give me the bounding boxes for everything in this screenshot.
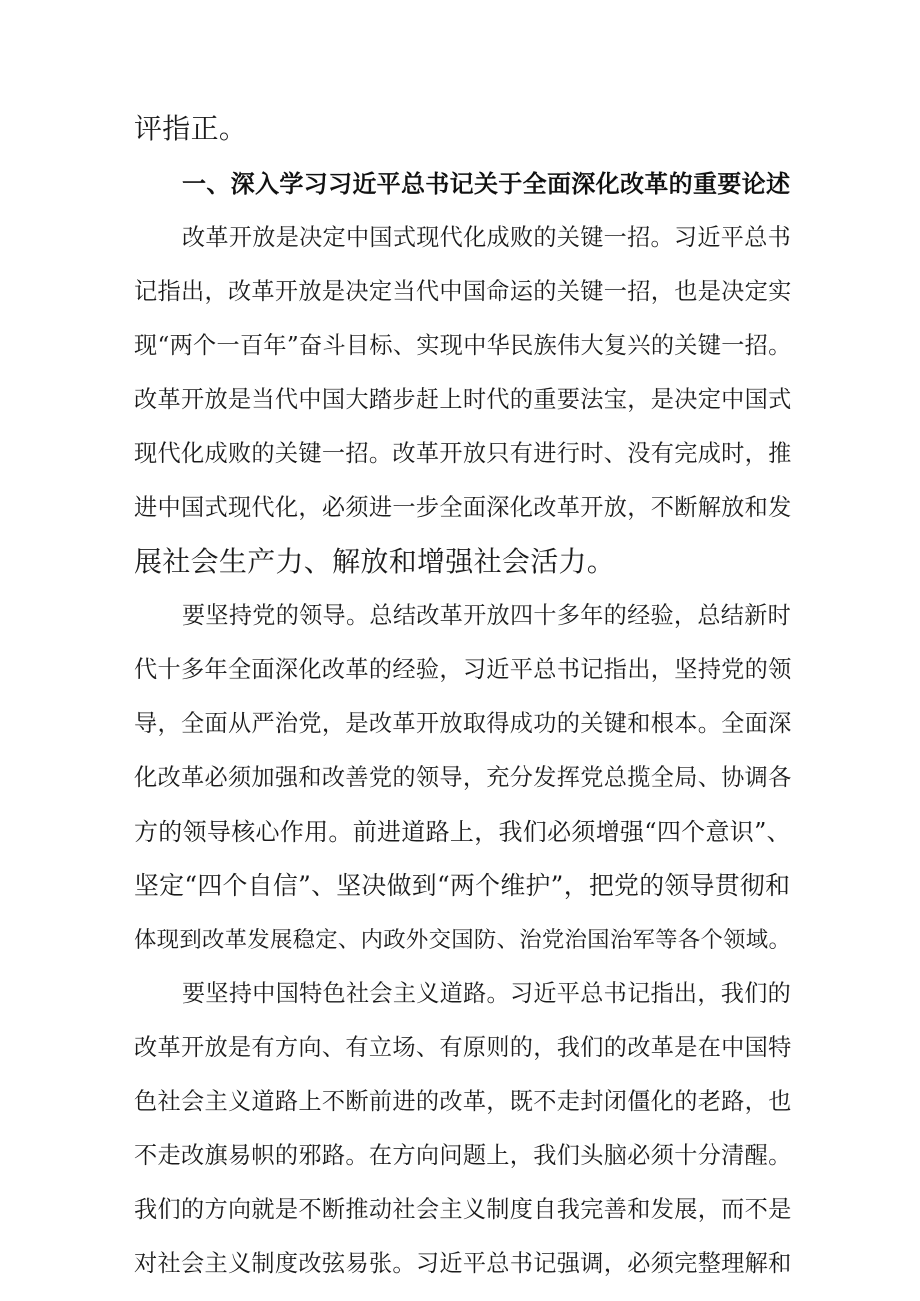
text-line: 记指出，改革开放是决定当代中国命运的关键一招，也是决定实	[134, 278, 792, 305]
paragraph-first-line: 要坚持党的领导。总结改革开放四十多年的经验，总结新时	[182, 603, 792, 629]
paragraph-first-line: 要坚持中国特色社会主义道路。习近平总书记指出，我们的	[182, 981, 792, 1007]
text-line: 现代化成败的关键一招。改革开放只有进行时、没有完成时，推	[134, 440, 792, 467]
text-line: 代十多年全面深化改革的经验，习近平总书记指出，坚持党的领	[134, 656, 792, 683]
text-line: 不走改旗易帜的邪路。在方向问题上，我们头脑必须十分清醒。	[134, 1142, 792, 1169]
text-line: 色社会主义道路上不断前进的改革，既不走封闭僵化的老路，也	[134, 1088, 792, 1115]
text-line: 方的领导核心作用。前进道路上，我们必须增强“四个意识”、	[134, 818, 791, 846]
text-line: 改革开放是当代中国大踏步赶上时代的重要法宝，是决定中国式	[134, 386, 792, 413]
text-line: 坚定“四个自信”、坚决做到“两个维护”，把党的领导贯彻和	[134, 871, 791, 900]
text-line: 体现到改革发展稳定、内政外交国防、治党治国治军等各个领域。	[134, 927, 792, 953]
text-line: 改革开放是有方向、有立场、有原则的，我们的改革是在中国特	[134, 1034, 792, 1061]
text-line: 我们的方向就是不断推动社会主义制度自我完善和发展，而不是	[134, 1196, 792, 1223]
text-line: 化改革必须加强和改善党的领导，充分发挥党总揽全局、协调各	[134, 764, 792, 791]
text-line: 展社会生产力、解放和增强社会活力。	[134, 545, 616, 578]
text-line: 评指正。	[134, 112, 248, 145]
text-line: 导，全面从严治党，是改革开放取得成功的关键和根本。全面深	[134, 710, 792, 737]
paragraph-first-line: 改革开放是决定中国式现代化成败的关键一招。习近平总书	[182, 225, 792, 251]
section-heading: 一、深入学习习近平总书记关于全面深化改革的重要论述	[182, 170, 791, 198]
text-line: 进中国式现代化，必须进一步全面深化改革开放，不断解放和发	[134, 494, 792, 521]
text-line: 对社会主义制度改弦易张。习近平总书记强调，必须完整理解和	[134, 1250, 792, 1277]
text-line: 现“两个一百年”奋斗目标、实现中华民族伟大复兴的关键一招。	[134, 333, 792, 359]
